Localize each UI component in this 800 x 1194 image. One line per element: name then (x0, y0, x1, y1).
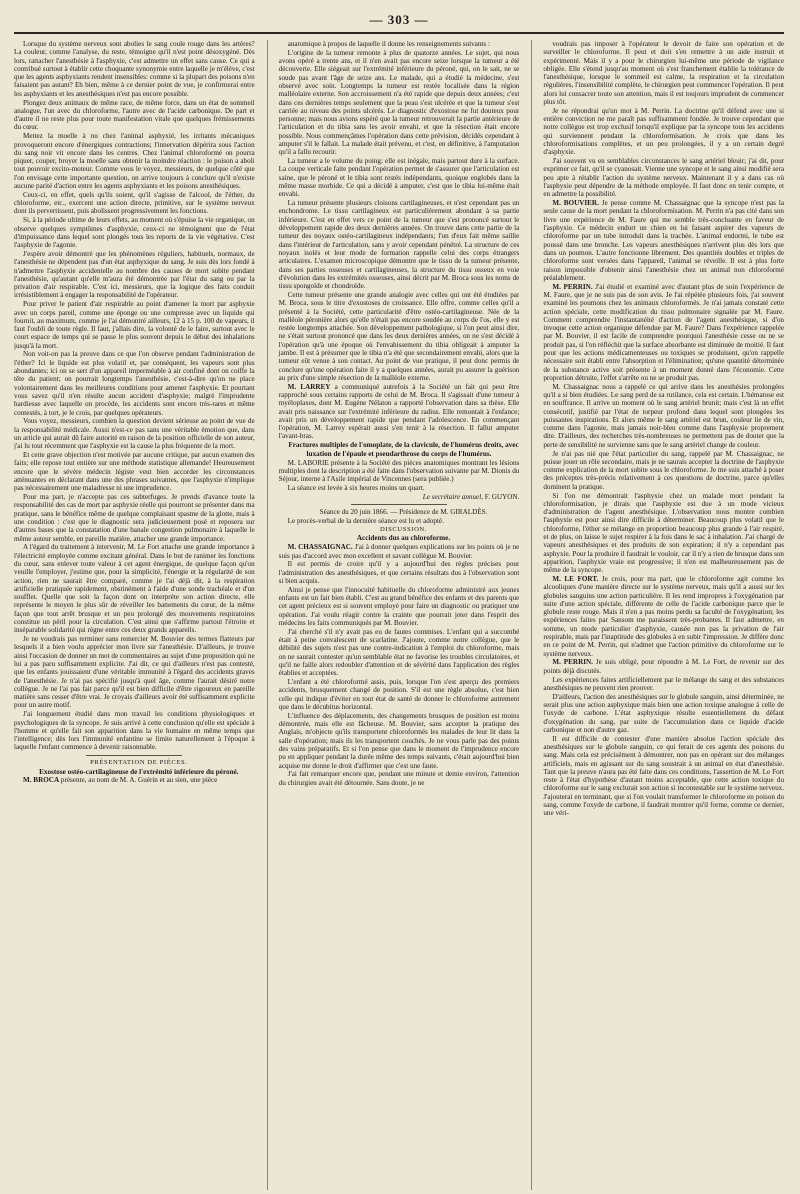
column-3-paragraph: Je n'ai pas nié que l'état particulier du sang, rappelé par M. Chassaignac, ne puisse jouer un rôle secondaire, mais je ne saurais accepter la doctrine de l'asphyxie comme explication de la mort subite sous le chloroforme. Je me suis attaché à poser des préceptes très-précis relativement à ces questions de doctrine, parce qu'elles dominent la pratique. (543, 449, 784, 491)
secretary-signature (279, 493, 520, 501)
column-3-paragraph: J'ai souvent vu en semblables circonstances le sang artériel bleuir; j'ai dit, pour exprimer ce fait, qu'il se cyanosait. Vienne une syncope et le sang ainsi modifié sera peu apte à rétablir l'action du système nerveux. Maintenant il y a dans cas où l'asphyxie peut dépendre de la méthode employée. Il faut donc en tenir compte, et en admettre la possibilité. (543, 157, 784, 199)
minutes-line: Le procès-verbal de la dernière séance est lu et adopté. (287, 516, 444, 525)
section-title-presentation: PRÉSENTATION DE PIÈCES. (90, 758, 188, 766)
column-3 (531, 40, 784, 1190)
discussion-heading: DISCUSSION. (379, 525, 428, 533)
column-3-paragraph: Si l'on me démontrait l'asphyxie chez un malade mort pendant la chloroformisation, je dirais que l'asphyxie est due à un mode vicieux d'administration de l'agent anesthésique. L'observation nous montre combien l'asphyxie est pour ainsi dire difficile à déterminer. Beaucoup plus volatil que le chloroforme, l'éther se mélange en proportion beaucoup plus grande à l'air respiré, et de plus, on laisse le sujet respirer à la fois dans le sac à inhalation. J'ai chargé de vapeurs anesthésiques et des produits de son expiration; il n'y a cependant pas asphyxie. Pour la produire il faudrait le vouloir, car il n'y a rien de brusque dans son apparition, l'asphyxie vraie est progressive; il n'en est malheureusement pas de même de la syncope. (543, 491, 784, 575)
column-2-paragraphs (279, 40, 520, 441)
column-2-discussion-paragraph: M. CHASSAIGNAC. J'ai à donner quelques explications sur les points où je ne suis pas d'accord avec mon excellent et savant collègue M. Bouvier. (278, 543, 520, 560)
column-1-paragraph: Si, à la période ultime de leurs effets, au moment où s'épuise la vie organique, on observe quelques symptômes d'asphyxie, ceux-ci ne témoignent que de l'état d'impuissance dans lequel sont plongés tous les reports de la vie végétative. C'est l'asphyxie de l'agonie. (14, 216, 255, 250)
speaker-broca: M. BROCA (23, 776, 60, 785)
column-2-discussion-paragraphs (279, 543, 520, 787)
column-3-paragraph: Je ne répondrai qu'un mot à M. Perrin. La doctrine qu'il défend avec une si entière conviction ne me paraît pas suffisamment fondée. Je trouve cependant que notre collègue est trop exclusif lorsqu'il explique par la syncope tous les accidents qui surviennent pendant la chloroformisation. Je crois que dans les chloroformisations complètes, et un peu prolongées, il y a un certain degré d'asphyxie. (543, 106, 784, 157)
column-2-paragraph: Cette tumeur présente une grande analogie avec celles qui ont été étudiées par M. Broca, sous le titre d'exostoses de croissance. Elle offre, comme celles qu'il a présenté à la Société, cette particularité d'être ostéo-cartilagineuse. Née de la malléole péronière alors qu'elle n'était pas encore soudée au corps de l'os, elle y est restée longtemps attachée. Son développement pathologique, si l'on peut ainsi dire, ne s'était surtout prononcé que dans les deux dernières années, on ne s'est décidé à l'opération qu'à une époque où l'envahissement du tibia obligeait à amputer la jambe. Il est à présumer que le tibia n'a été que secondairement envahi, alors que la tumeur eût venue à son contact. Au point de vue pratique, il peut donc permis de conclure qu'une opération faite il y a quelques années, aurait pu assurer la guérison au prix d'une simple résection de la malléole externe. (278, 290, 520, 382)
column-1-paragraph: Ceux-ci, en effet, quels qu'ils soient, qu'il s'agisse de l'alcool, de l'éther, du chloroforme, etc., exercent une action directe, primitive, sur le système nerveux dont ils pervertissent, puis abolissent progressivement les fonctions. (14, 190, 255, 216)
text-columns (14, 40, 784, 1190)
article-title-fractures: Fractures multiples de l'omoplate, de la clavicule, de l'humérus droits, avec luxation de l'épaule et pseudarthrose du corps de l'humérus. (288, 441, 519, 458)
column-2-paragraph: La tumeur présente plusieurs cloisons cartilagineuses, et n'est cependant pas un enchondrome. Le tissu cartilagineux est particulièrement abondant à sa partie inférieure. C'est en effet vers ce point de la tumeur que s'est prononcé surtout le développement rapide des deux dernières années. On trouve dans cette partie de la tumeur des noyaux ostéo-cartilagineux indépendants; l'un d'eux fait même saillie dans l'intérieur de l'articulation, sans y avoir cependant pénétré. La structure de ces noyaux isolés et leur mode de formation rappelle celui des corps étrangers articulaires. L'examen microscopique démontre que le tissu de la tumeur présente, dans ses parties osseuses et cartilagineuses, la structure du tissu osseux en voie d'évolution dans les extrémités osseuses, ainsi décrit par M. Broca sous les noms de tissu spongoïde et chondroïde. (278, 199, 520, 291)
broca-text: présente, au nom de M. A. Guérin et au sien, une pièce (60, 776, 218, 785)
speaker-name: M. CHASSAIGNAC. (287, 543, 353, 552)
column-3-paragraph: M. PERRIN. J'ai étudié et examiné avec d'autant plus de soin l'expérience de M. Faure, que je ne suis pas de son avis. Je l'ai répétée plusieurs fois, j'ai souvent examiné les poumons chez les animaux chloroformés. Je n'ai jamais constaté cette action spéciale, cette modification du tissu pulmonaire signalée par M. Faure. Comment comprendre l'instantanéité d'action de l'agent anesthésique, si d'on invoque cette action organique défendue par M. Faure? Dans l'expérience rappelée par M. Bouvier, il est facile de comprendre pourquoi l'anesthésie cesse ou ne se produit pas, si l'on réfléchit que la surface absorbante est diminuée de moitié. Il faut pour que les actions médicamenteuses ou toxiques se produisent, qu'on rappelle nécessaire soit établi entre l'absorption et l'élimination; qu'une quantité déterminée de la substance active soit présente à un moment donné dans l'économie. Cette proportion détruite, l'effet s'arrête ou ne se produit pas. (543, 282, 784, 382)
column-2-paragraph: anatomique à propos de laquelle il donne les renseignements suivants : (287, 40, 490, 48)
discussion-title: Accidents dus au chloroforme. (356, 534, 451, 543)
column-2-discussion-paragraph: Ainsi je pense que l'innocuité habituelle du chloroforme administré aux jeunes enfants est un fait bien établi. C'est au grand bénéfice des enfants et des parents que cet agent précieux est si souvent employé pour faire un diagnostic ou pratiquer une opération. J'ai voulu réagir contre la crainte que pourrait jeter dans l'esprit des médecins les faits communiqués par M. Bouvier. (278, 585, 520, 628)
page-number: — 303 — (369, 12, 429, 27)
session-header: Séance du 20 juin 1866. — Présidence de M. GIRALDÈS. (319, 508, 488, 517)
column-1-paragraph: Plongez deux animaux de même race, de même force, dans un état de sommeil analogue, l'un avec du chloroforme, l'autre avec de l'acide carbonique. De part et d'autre il ne reste plus pour toute manifestation vitale que quelques frémissements du cœur. (14, 98, 255, 132)
broca-paragraph (14, 776, 255, 784)
column-3-paragraphs (543, 40, 784, 818)
column-1-paragraph: A l'égard du traitement à intervenir, M. Le Fort attache une grande importance à l'électricité employée comme excitant général. Dans le but de ranimer les fonctions du cœur, sans enlever toute valeur à cet agent énergique, de quelque façon qu'on veuille l'employer, j'estime que, pour la simplicité, l'énergie et la régularité de son action, rien ne saurait être comparé, comme je l'ai déjà dit, à la respiration artificielle pratiquée rapidement, obstinément à l'aide d'une sonde trachéale et d'un soufflet. Quelle que soit la façon dont on interprète son action directe, elle représente le moyen le plus sûr de réveiller les battements du cœur, de la même façon que tout arrêt brusque et un peu prolongé des mouvements respiratoires constitue un péril pour la circulation. C'est ainsi que s'affirme partout l'étroite et inséparable solidarité qui règne entre ces deux grands appareils. (14, 543, 255, 635)
column-3-paragraph: M. LE FORT. Je crois, pour ma part, que le chloroforme agit comme les alcooliques d'une manière directe sur le système nerveux, mais qu'il a aussi sur les globules sanguins une action particulière. Il les rend impropres à l'oxygénation par suite d'une action spéciale, différente de celle de l'acide carbonique parce que le globule reste rouge. Mais il n'en a pas moins perdu sa faculté de l'oxygénation; les expériences faites par Sansom me paraissent très-probantes. Il faut admettre, en somme, un mode particulier d'asphyxie, causée non pas la privation de l'air respirable, mais par l'inaptitude des globules à en subir l'impression. Je diffère donc en ce point de M. Perrin, qui n'admet que l'action primitive du chloroforme sur le système nerveux. (543, 575, 784, 658)
article-subtitle-exostose: Exostose ostéo-cartilagineuse de l'extrémité inférieure du péroné. (39, 767, 239, 776)
column-1-paragraph: Vous voyez, messieurs, combien la question devient sérieuse au point de vue de la responsabilité médicale. Aussi n'est-ce pas sans une véritable émotion que, dans un article qui aurait dû faire autorité en raison de la position officielle de son auteur, j'ai lu tout récemment que l'asphyxie est la cause la plus fréquente de la mort. (14, 417, 255, 451)
column-3-paragraph: voudrais pas imposer à l'opérateur le devoir de faire son opération et de surveiller le chloroforme. Il peut et doit s'en remettre à un aide instruit et expérimenté. Mais il y a pour le chirurgien lui-même une période de vigilance obligée. Elle s'étend jusqu'au moment où s'est franchement établie la tolérance de l'anesthésique, lorsque le sommeil est calme, la respiration et la circulation régulières, l'insensibilité complète, le chirurgien peut commencer l'opération. Il peut alors lui consacrer toute son attention, mais il est toujours imprudent de commencer plus tôt. (543, 40, 784, 107)
column-1-paragraph: Pour ma part, je n'accepte pas ces subterfuges. Je prends d'avance toute la responsabilité des cas de mort par asphyxie réelle qui pourront se présenter dans ma pratique, sans le bénéfice même de quelque complaisant spasme de la glotte, mais à une condition : c'est que le diagnostic sera judicieusement posé et reposera sur d'autres bases que la constatation d'une banale congestion pulmonaire à laquelle le même auteur semble, en pareille matière, attacher une grande importance. (14, 493, 255, 543)
column-1-paragraph: J'espère avoir démontré que les phénomènes réguliers, habituels, normaux, de l'anesthésie ne dépendent pas d'un état asphyxique du sang. Je suis dès lors fondé à n'admettre l'asphyxie accidentelle au nombre des causes de mort subite pendant l'anesthésie, qu'autant qu'elle m'aura été démontrée par l'état du sang ou par la privation d'air respirable. C'est ici, messieurs, que la logique des faits conduit irrésistiblement à engager la responsabilité de l'opérateur. (14, 249, 255, 300)
column-1-paragraph: Non voit-on pas la preuve dans ce que l'on observe pendant l'administration de l'éther? Ici le liquide est plus volatil et, par conséquent, les vapeurs sont plus abondantes; ici on se sert d'un appareil imperméable à air confiné dont on coiffe la tête du patient; on pourrait longtemps l'anesthésie, c'est-à-dire qu'on ne place volontairement dans les meilleures conditions pour amener l'asphyxie. Et pourtant vous savez qu'il n'en résulte aucun accident d'asphyxie; malgré l'imprudente hardiesse avec laquelle on procède, les accidents sont encore très-rares et même contestés, à tort, je le crois, par quelques opérateurs. (14, 350, 255, 417)
speaker-name: M. LARREY (287, 382, 331, 391)
column-1-paragraph: Mettez la moelle à nu chez l'animal asphyxié, les irritants mécaniques provoqueront encore d'énergiques contractions; l'innervation dépérira sous l'action du sang noir vit encore dans les centres. Chez l'animal chloroformé on pourra piquer, couper, broyer la moelle sans obtenir la moindre réaction : le poison a aboli tout pouvoir excito-moteur. Comme vous le voyez, messieurs, de quelque côté que l'on envisage cette importante question, on arrive toujours à conclure qu'il n'existe aucune parité d'action entre les agents asphyxiants et les poisons anesthésiques. (14, 132, 255, 191)
session-close: La séance est levée à six heures moins un quart. (287, 483, 425, 492)
column-2-discussion-paragraph: J'ai fait remarquer encore que, pendant une minute et demie environ, l'attention du chirurgien avait été détournée. Sans doute, je ne (278, 770, 520, 787)
column-3-paragraph: M. PERRIN. Je suis obligé, pour répondre à M. Le Fort, de revenir sur des points déjà discutés. (543, 658, 784, 675)
column-1-paragraph: J'ai longuement étudié dans mon travail les conditions physiologiques et psychologiques de la syncope. Je suis arrivé à cette conclusion qu'elle est spéciale à l'homme et qu'elle fait son apparition dans la vie humaine en même temps que l'intelligence; dès lors l'immunité enfantine se limite naturellement à l'époque à laquelle l'enfant commence à devenir raisonnable. (14, 710, 255, 752)
column-1-paragraph: Pour priver le patient d'air respirable au point d'amener la mort par asphyxie avec un corps pareil, comme une éponge ou une compresse avec un liquide qui fournit, au maximum, comme je l'ai démontré ailleurs, 12 à 15 p. 100 de vapeurs, il faut l'oubli de toute règle. Il faut, j'allais dire, la volonté de le faire, surtout avec le court espace de temps qui se passe le plus souvent depuis le début des inhalations jusqu'à la mort. (14, 300, 255, 350)
column-2-discussion-paragraph: J'ai cherché s'il n'y avait pas eu de fautes commises. L'enfant qui a succombé était à peine convalescent de scarlatine. J'ajoute, comme notre collègue, que le débilité des sujets n'est pas une contre-indication à l'emploi du chloroforme, mais on ne saurait contester qu'un semblable état ne favorise les troubles circulatoires, et qu'il ne faille alors redoubler d'attention et de sévérité dans l'application des règles établies et acceptées. (278, 627, 520, 678)
column-3-paragraph: D'ailleurs, l'action des anesthésiques sur le globule sanguin, ainsi déterminée, ne serait plus une action asphyxique mais bien une action toxique analogue à celle de l'oxyde de carbone. L'état asphyxique résulte essentiellement du défaut d'oxygénation du sang, par suite de l'accumulation dans ce liquide d'acide carbonique et non d'autre gaz. (543, 692, 784, 734)
speaker-name: M. BOUVIER. (552, 199, 599, 208)
laborie-paragraph: M. LABORIE présente à la Société des pièces anatomiques montrant les lésions multiples dont la description a été faite dans l'observation suivante par M. Dionis du Séjour, interne à l'Asile impérial de Vincennes (sera publiée.) (278, 458, 520, 484)
speaker-name: M. PERRIN. (552, 658, 593, 667)
column-2-discussion-paragraph: L'enfant a été chloroformé assis, puis, lorsque l'on s'est aperçu des premiers accidents, brusquement changé de position. S'il est une règle absolue, c'est bien celle qui indique d'éviter en tout état de santé de donner le chloroforme autrement que dans le décubitus horizontal. (278, 678, 520, 711)
column-3-paragraph: M. Chassaignac nous a rappelé ce qui arrive dans les anesthésies prolongées qu'il a si bien étudiées. Le sang perd de sa rutilance, cela est certain. L'hématose est en souffrance. Il arrive un moment où le sang artériel brunit; mais c'est là un effet consécutif, justifié par l'état de torpeur profond dans lequel sont plongées les puissantes inspirations. Et alors même le sang artériel est brun, couleur lie de vin, comme dans l'agonie, mais jamais noir-bleu comme dans l'asphyxie proprement dite. D'ailleurs, des recherches très-nombreuses ne permettent pas de douter que la perte de sensibilité ne survienne sans que le sang artériel change de couleur. (543, 382, 784, 449)
column-2-discussion-paragraph: L'influence des déplacements, des changements brusques de position est moins démontrée, mais elle est fâcheuse. M. Bouvier, sans accepter la pratique des Anglais, m'objecte qu'ils transportent chloroformés les malades de leur lit dans la salle d'opération; mais ils les transportent couchés. Je ne vous parle pas des points des vains préparatifs. Et si l'on pense que dans le moment de l'imprudence encore pu en appliquer pendant la durée même des temps suivants, c'était aujourd'hui bien acquise me donne le droit d'affirmer que c'est une faute. (278, 711, 520, 770)
column-2-discussion-paragraph: Il est permis de croire qu'il y a aujourd'hui des règles précises pour l'administration des anesthésiques, et que certains résultats dus à l'observation sont si bien acquis. (278, 560, 520, 586)
column-1-paragraph: Je ne voudrais pas terminer sans remercier M. Bouvier des termes flatteurs par lesquels il a bien voulu apprécier mon livre sur l'anesthésie. D'ailleurs, je trouve ainsi l'occasion de donner un mot de commentaires au sujet d'une proposition qui ne lui a pas paru suffisamment explicite. J'ai dit, ce qui d'ailleurs n'est pas contesté, que les enfants jouissaient d'une véritable immunité à l'égard des accidents graves de l'anesthésie. Je n'ai pas spécifié jusqu'à quel âge, comme l'aurait désiré notre collègue. Je ne l'ai pas fait parce qu'il est bien difficile d'être rigoureux en pareille matière sans cesser d'être vrai. Je croyais d'ailleurs avoir été suffisamment explicite pour un autre motif. (14, 635, 255, 710)
column-3-paragraph: M. BOUVIER. Je pense comme M. Chassaignac que la syncope n'est pas la seule cause de la mort pendant la chloroformisation. M. Perrin n'a pas cité dans son livre une expérience de M. Faure qui me semble très-concluante en faveur de l'asphyxie. Ce médecin endort un chien en lui faisant aspirer des vapeurs de chloroforme par un tube introduit dans la trachée. L'animal endormi, le tube est poussé dans une bronche. Les vapeurs anesthésiques n'arrivent plus dès lors que dans un poumon. L'autre fonctionne librement. Des quantités doubles et triples de chloroforme sont versées dans l'appareil, l'animal se réveille. Il est à plus forte raison impossible d'obtenir ainsi l'anesthésie chez un animal non chloroformé préalablement. (543, 199, 784, 282)
secretary-name: F. GUYON. (484, 492, 520, 501)
secretary-label: Le secrétaire annuel, (422, 492, 483, 501)
column-2-paragraph: La tumeur a le volume du poing; elle est inégale, mais partout dure à la surface. La coupe verticale faite pendant l'opération permet de s'assurer que l'articulation est saine, que le péroné et le tibia sont restés indépendants, quoique englobés dans la même masse morbide. Ce qui a décidé à amputer, c'est que le tibia lui-même était envahi. (278, 157, 520, 199)
speaker-name: M. PERRIN. (552, 282, 593, 291)
column-3-paragraph: Les expériences faites artificiellement par le mélange du sang et des substances anesthésiques ne peuvent rien prouver. (543, 675, 784, 692)
column-1-paragraph: Lorsque du système nerveux sont abolies le sang coule rouge dans les artères? La couleur, comme l'analyse, du reste, témoigne qu'il n'est point désoxygéné. Dès lors, rattacher l'anesthésie à l'asphyxie, c'est admettre un effet sans cause. Ce qui a contribué surtout à établir cette choquante synonymie entre laquelle je m'élève, c'est que les agents asphyxiants rendent insensibles: comme si la plupart des poisons n'en faisaient pas autant? Eh bien, même à ce dernier point de vue, je confirmerai entre les asphyxiants et les anesthésiques n'est pas encore possible. (14, 40, 255, 98)
column-2 (267, 40, 520, 1190)
header-rule (14, 32, 784, 34)
column-3-paragraph: Il est difficile de contester d'une manière absolue l'action spéciale des anesthésiques sur le globule sanguin, ce qui ferait de ces agents des poisons du sang. Mais cela est précisément à démontrer, non pas en opérant sur des mélanges artificiels, mais en agissant sur du sang soustrait à un animal en état d'anesthésie. Tant que la preuve n'aura pas été faite dans ces conditions, l'assertion de M. Le Fort reste à l'état d'hypothèse d'autant moins acceptable, que cette action toxique du chloroforme sur le sang exclurait son action si incontestable sur le système nerveux. J'ajouterai en terminant, que si l'on voulait transformer le chloroforme en poison du sang, comme l'oxyde de carbone, il faudrait montrer qu'il forme, comme ce dernier, une véri- (543, 734, 784, 818)
session-separator (351, 504, 447, 505)
speaker-name: M. LE FORT. (552, 575, 599, 583)
column-2-paragraph: L'origine de la tumeur remonte à plus de quatorze années. Le sujet, qui nous avons opéré a trente ans, et il n'en avait pas encore seize lorsque la tumeur a été découverte. Elle siégeait sur l'extrémité inférieure du péroné, qui, on le sait, ne se soude pas avant l'âge de seize ans. Le malade, qui a étudié la médecine, s'est observé avec soin. Longtemps la tumeur est restée localisée dans la région malléolaire externe. Son accroissement n'a été rapide que depuis deux années; c'est dans ces dernières temps seulement que la peau s'est ulcérée et que la tumeur s'est carriée au niveau des points ulcérés. Le diagnostic d'exostose ne fut douteux pour personne; mais nous avions espéré que la tumeur retrouverait la partie antérieure de l'articulation et du tibia sans les avoir envahi, et que la résection était encore possible. Nous commençâmes l'opération dans cette prévision, décidés cependant à amputer s'il le fallait. La malade était prévenu, et c'est, en définitive, à l'amputation qu'il a fallu recourir. (278, 48, 520, 157)
page-header (14, 0, 784, 36)
column-1-paragraph: Et cette grave objection n'est motivée par aucune critique, par aucun examen des faits; elle repose tout entière sur une méthode statistique allemande! Heureusement encore que le sévère médecin légiste veut bien accorder les circonstances atténuantes en déclarant dans une des phrases suivantes, que l'asphyxie n'implique pas nécessairement une maladresse ni une imprudence. (14, 451, 255, 493)
section-separator (86, 755, 182, 756)
column-2-paragraph: M. LARREY a communiqué autrefois à la Société un fait qui peut être rapproché sous certains rapports de celui de M. Broca. Il s'agissait d'une tumeur à myéloplaxes, dont M. Eugène Nélaton a rapporté l'observation dans sa thèse. Elle avait pris naissance sur l'extrémité inférieure du radius. Elle remontait à l'enfance; avait pris un développement rapide que pendant l'adolescence. En commençant l'opération, M. Larrey espérait aussi s'en tenir à la résection. Il fallut amputer l'avant-bras. (278, 382, 520, 441)
column-1-paragraphs (14, 40, 255, 752)
column-1 (14, 40, 255, 1190)
